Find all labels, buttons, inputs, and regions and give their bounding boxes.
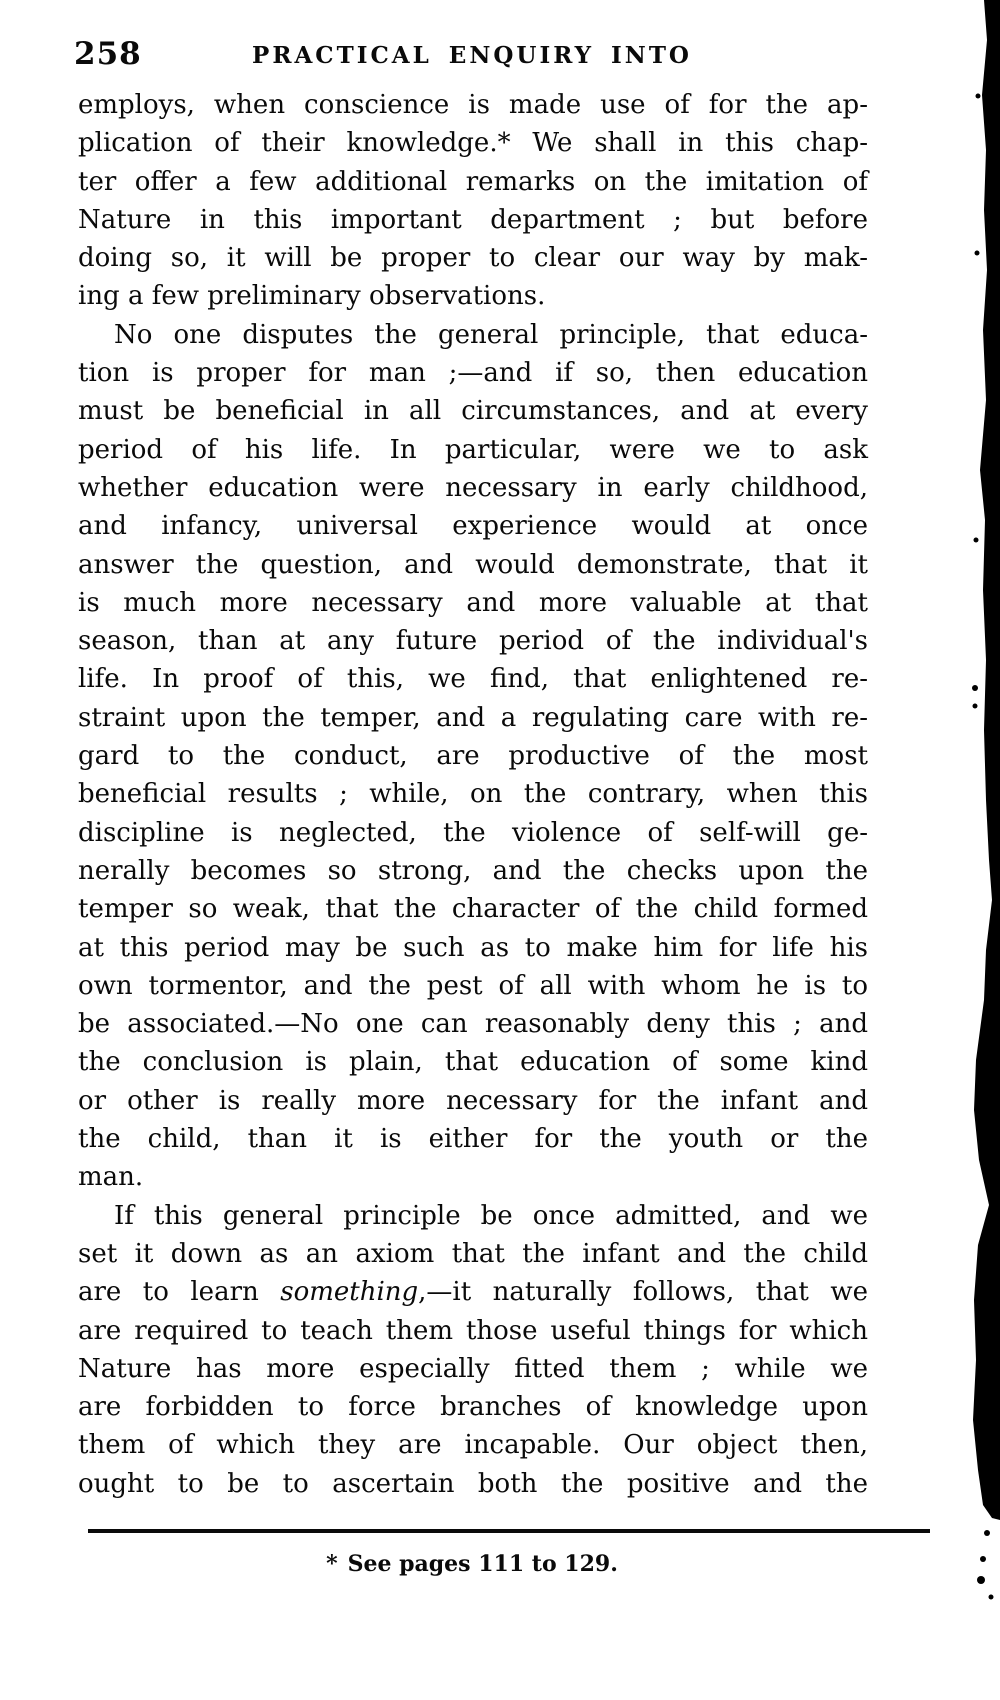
text-line [78,1197,868,1235]
text-segment: life. In proof of this, we find, that enlightened re- [78,664,868,695]
text-segment: own tormentor, and the pest of all with whom he is to [78,970,868,1001]
text-segment: ought to be to ascertain both the positive and the [78,1468,868,1499]
text-segment: ,—it naturally follows, that we [418,1277,869,1308]
text-segment: at this period may be such as to make him for life his [78,932,868,963]
text-line [78,814,868,852]
text-line [78,239,868,277]
text-segment: Nature has more especially fitted them ; while we [78,1353,868,1384]
text-segment: doing so, it will be proper to clear our way by mak- [78,243,868,274]
text-line [78,1350,868,1388]
text-line [78,584,868,622]
text-segment: employs, when conscience is made use of for the ap- [78,90,868,120]
text-segment: season, than at any future period of the individual's [78,626,868,657]
text-segment: plication of their knowledge.* We shall in this chap- [78,128,868,159]
text-line [78,86,868,124]
body-text [78,86,868,1503]
text-line [78,163,868,201]
text-segment: or other is really more necessary for the infant and [78,1085,868,1116]
text-line [78,1235,868,1273]
text-line [78,967,868,1005]
text-segment: discipline is neglected, the violence of self-will ge- [78,817,868,848]
text-line [78,890,868,928]
text-line [78,660,868,698]
text-line [78,546,868,584]
text-segment: must be beneficial in all circumstances, and at every [78,396,868,427]
text-line [78,1465,868,1503]
text-segment: man. [78,1162,144,1193]
footnote-marker: * [326,1551,338,1577]
text-line [78,469,868,507]
text-segment: the conclusion is plain, that education of some kind [78,1047,868,1078]
footnote [78,1551,866,1577]
text-segment: beneficial results ; while, on the contrary, when this [78,779,868,810]
text-segment: whether education were necessary in early childhood, [78,472,868,503]
text-segment: ter offer a few additional remarks on the imitation of [78,166,868,197]
text-segment: Nature in this important department ; but before [78,204,868,235]
text-line [78,929,868,967]
footnote-rule [88,1529,930,1533]
text-segment: are required to teach them those useful things for which [78,1315,868,1346]
text-line [78,277,868,315]
text-segment: is much more necessary and more valuable at that [78,587,868,618]
text-line [78,124,868,162]
text-line [78,1426,868,1464]
running-title: PRACTICAL ENQUIRY INTO [252,42,692,69]
text-line [78,431,868,469]
text-segment: and infancy, universal experience would at once [78,511,868,542]
text-line [78,1043,868,1081]
text-line [78,1273,868,1311]
text-segment: If this general principle be once admitted, and we [114,1200,868,1231]
text-line [78,201,868,239]
text-segment: period of his life. In particular, were we to ask [78,434,868,465]
text-segment: them of which they are incapable. Our object then, [78,1430,868,1461]
text-segment: gard to the conduct, are productive of the most [78,741,868,772]
text-segment: ing a few preliminary observations. [78,281,546,312]
text-line [78,699,868,737]
text-line [78,1312,868,1350]
text-line [78,316,868,354]
text-segment: nerally becomes so strong, and the checks upon the [78,855,868,886]
text-segment: answer the question, and would demonstrate, that it [78,549,868,580]
text-line [78,507,868,545]
text-line [78,1120,868,1158]
text-line [78,392,868,430]
text-segment: straint upon the temper, and a regulating care with re- [78,702,868,733]
italic-text: something [280,1277,419,1308]
text-line [78,1005,868,1043]
text-segment: temper so weak, that the character of the child formed [78,894,868,925]
text-segment: tion is proper for man ;—and if so, then education [78,358,868,389]
text-line [78,1158,868,1196]
text-segment: are to learn [78,1277,281,1308]
footnote-text: See pages 111 to 129. [347,1551,618,1577]
text-line [78,622,868,660]
text-segment: set it down as an axiom that the infant and the child [78,1238,868,1269]
text-segment: No one disputes the general principle, that educa- [114,319,868,350]
text-line [78,354,868,392]
text-line [78,852,868,890]
text-line [78,737,868,775]
text-line [78,775,868,813]
text-segment: be associated.—No one can reasonably deny this ; and [78,1009,868,1040]
text-segment: the child, than it is either for the youth or the [78,1124,868,1155]
text-line [78,1388,868,1426]
page-number: 258 [74,36,142,72]
text-line [78,1082,868,1120]
text-segment: are forbidden to force branches of knowledge upon [78,1392,868,1423]
